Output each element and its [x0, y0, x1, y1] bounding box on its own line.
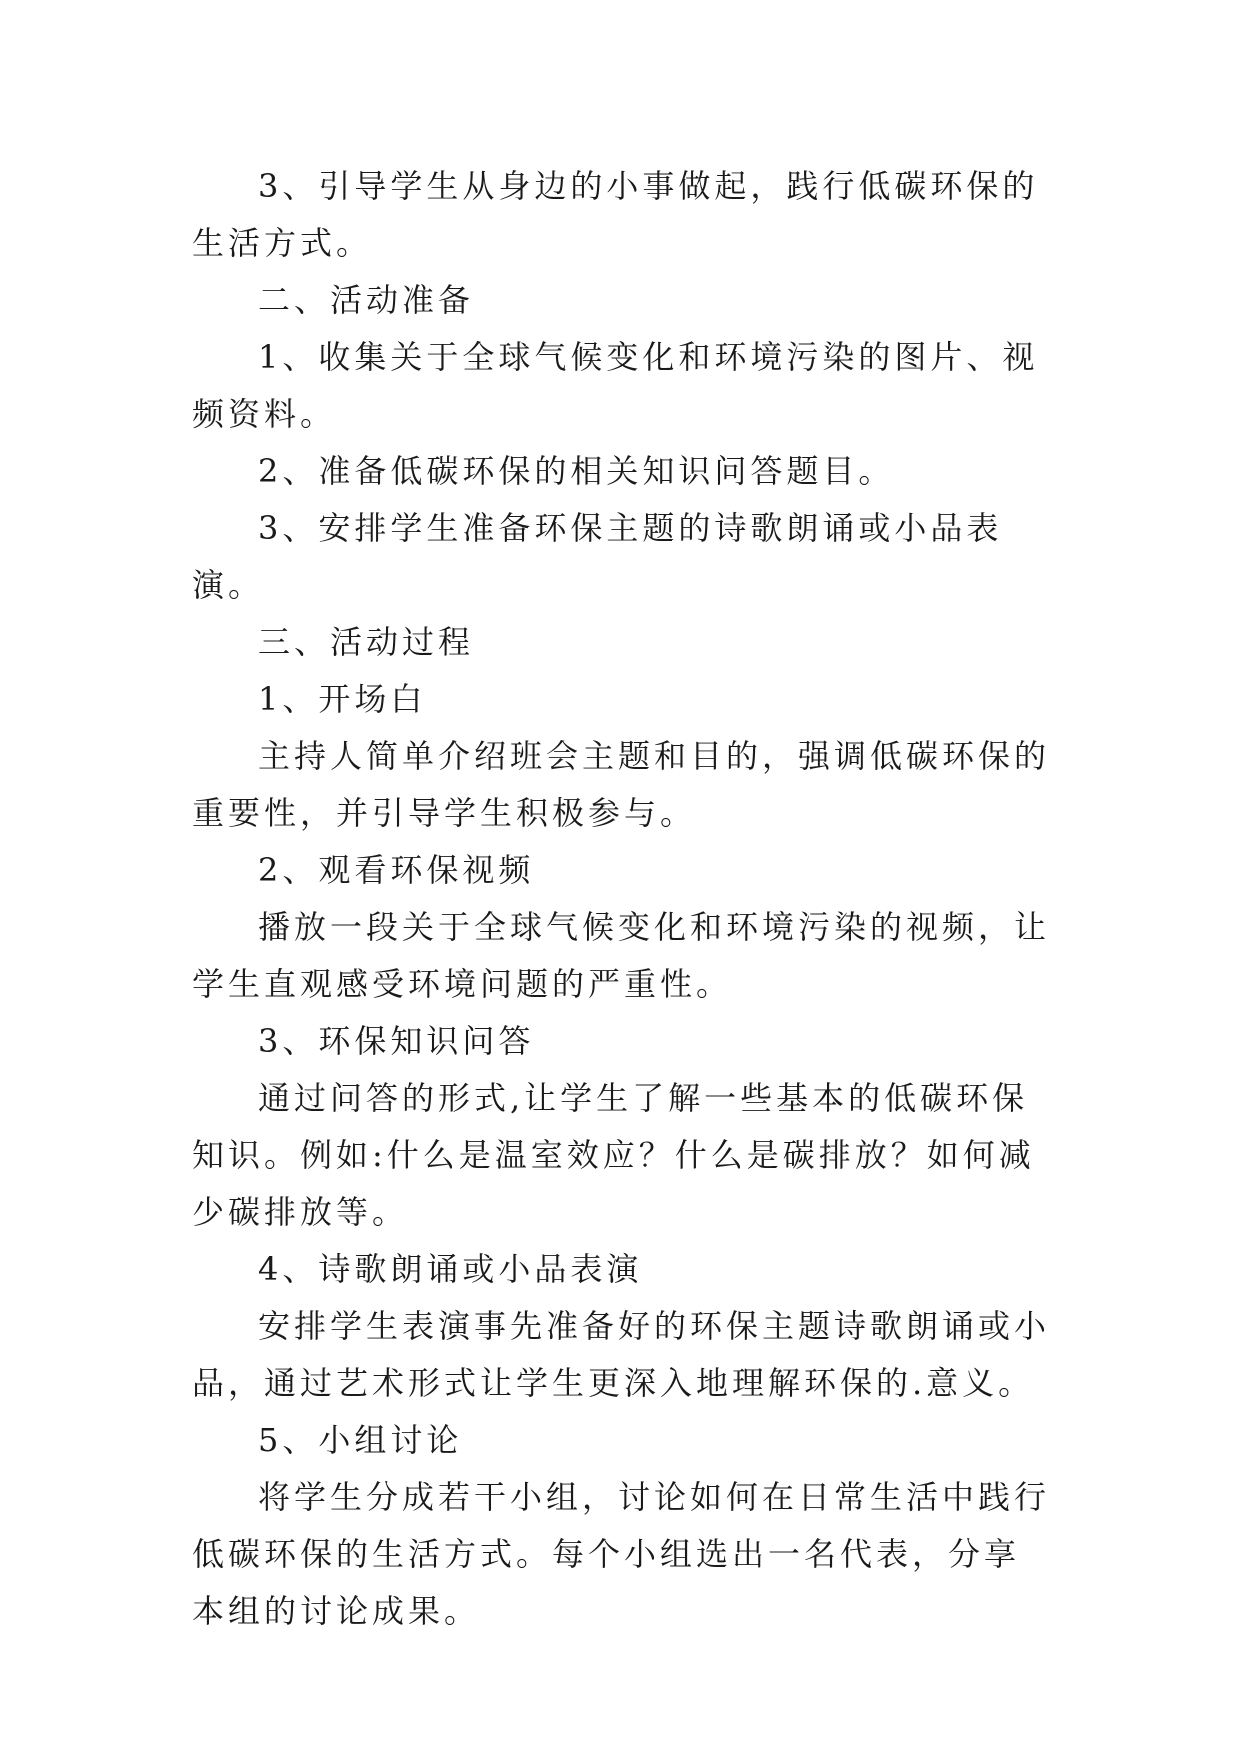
subheading: 4、诗歌朗诵或小品表演 [258, 1250, 643, 1288]
subheading: 1、开场白 [258, 680, 427, 718]
paragraph: 1、收集关于全球气候变化和环境污染的图片、视频资料。 [192, 338, 1039, 433]
subheading: 3、环保知识问答 [258, 1022, 535, 1060]
section-heading: 二、活动准备 [258, 281, 475, 319]
paragraph: 3、引导学生从身边的小事做起，践行低碳环保的生活方式。 [192, 167, 1039, 262]
paragraph: 安排学生表演事先准备好的环保主题诗歌朗诵或小品，通过艺术形式让学生更深入地理解环保的.意义。 [192, 1307, 1051, 1402]
paragraph: 2、准备低碳环保的相关知识问答题目。 [258, 452, 895, 490]
paragraph: 播放一段关于全球气候变化和环境污染的视频，让学生直观感受环境问题的严重性。 [192, 908, 1051, 1003]
section-heading: 三、活动过程 [258, 623, 475, 661]
document-body [192, 158, 1052, 1640]
subheading: 5、小组讨论 [258, 1421, 463, 1459]
paragraph: 3、安排学生准备环保主题的诗歌朗诵或小品表演。 [192, 509, 1003, 604]
subheading: 2、观看环保视频 [258, 851, 535, 889]
paragraph: 通过问答的形式,让学生了解一些基本的低碳环保知识。例如:什么是温室效应？什么是碳排放？如何减少碳排放等。 [192, 1079, 1035, 1231]
paragraph: 将学生分成若干小组，讨论如何在日常生活中践行低碳环保的生活方式。每个小组选出一名代表，分享本组的讨论成果。 [192, 1478, 1051, 1630]
paragraph: 主持人简单介绍班会主题和目的，强调低碳环保的重要性，并引导学生积极参与。 [192, 737, 1051, 832]
